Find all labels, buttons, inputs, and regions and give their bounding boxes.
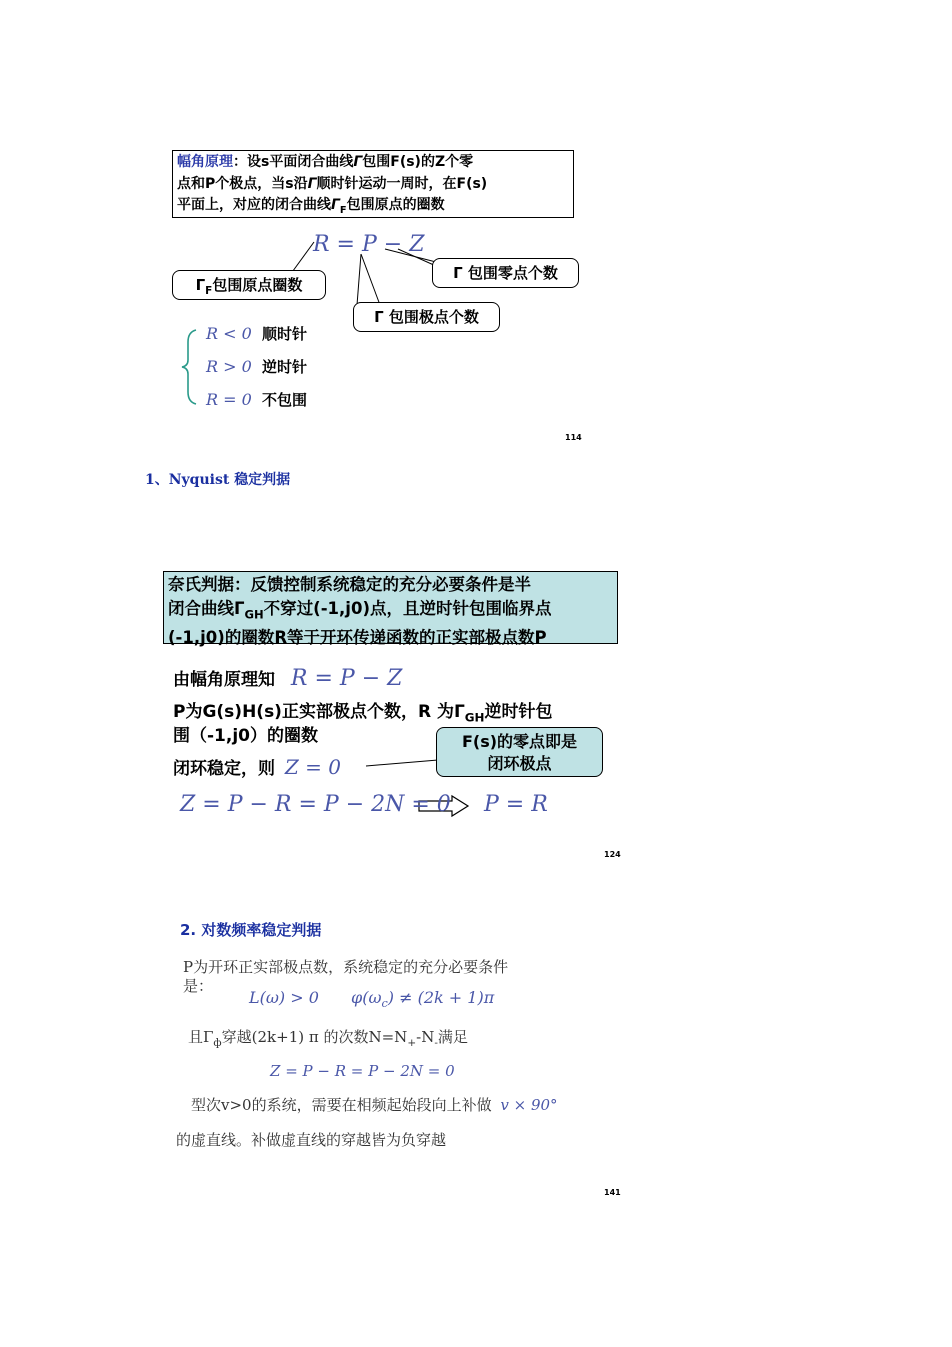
- box1-line2b: 顺时针运动一周时，在F(s): [316, 175, 488, 192]
- box1-line3a: 平面上，对应的闭合曲线: [177, 197, 331, 213]
- slide3-paragraph2: [188, 1026, 468, 1049]
- sub-gh-2: GH: [464, 710, 485, 725]
- slide2-line1-text: 由幅角原理知: [173, 670, 275, 690]
- page-number: 114: [565, 433, 582, 442]
- sub-f-2: F: [205, 285, 213, 297]
- formula-z-p-r-2n-2: Z = P − R = P − 2N = 0: [270, 1062, 455, 1080]
- p2-a: 且Γ: [188, 1028, 214, 1046]
- formula-p-r: P = R: [484, 792, 548, 817]
- p2-sub-plus: +: [407, 1037, 417, 1049]
- cases-list: [206, 322, 307, 421]
- p3-math: v × 90°: [500, 1096, 558, 1114]
- box1-line1-end: 包围F(s)的Z个零: [362, 154, 474, 170]
- box1-line1: ：设s平面闭合曲线: [233, 154, 354, 170]
- cond2-sub: c: [381, 997, 388, 1011]
- section-heading-nyquist: [145, 469, 290, 489]
- box1-line2a: 点和P个极点，当s沿: [177, 175, 308, 192]
- slide2-line4: [173, 754, 341, 779]
- callout-left-text: 包围原点圈数: [212, 276, 303, 294]
- condition-l-omega: L(ω) > 0: [249, 988, 319, 1007]
- slide2-line2a: P为G(s)H(s)正实部极点个数，R 为Γ: [173, 702, 465, 722]
- slide3-heading: 2. 对数频率稳定判据: [180, 921, 322, 939]
- p2-c: -N: [416, 1028, 435, 1046]
- gamma-symbol-3: Γ: [331, 197, 340, 213]
- p1-line2: 是：: [183, 977, 214, 995]
- box2-line2b: 不穿过(-1,j0)点，且逆时针包围临界点: [263, 598, 552, 618]
- case-label: 顺时针: [262, 325, 308, 343]
- callout-encircle-zeros: Γ 包围零点个数: [432, 258, 579, 288]
- callout-line1: F(s)的零点即是: [461, 732, 578, 751]
- case-cond: R < 0: [206, 324, 252, 343]
- gamma-symbol: Γ: [353, 154, 363, 170]
- box1-line3b: 包围原点的圈数: [346, 197, 445, 213]
- case-row: [206, 322, 307, 355]
- gamma-symbol-4: Γ: [195, 276, 206, 294]
- sub-f: F: [339, 204, 347, 216]
- section-title: 稳定判据: [234, 472, 291, 488]
- box2-line3: (-1,j0)的圈数R等于开环传递函数的正实部极点数P: [168, 628, 547, 648]
- case-row: [206, 388, 307, 421]
- gamma-symbol-2: Γ: [307, 175, 317, 192]
- p2-sub-minus: -: [434, 1037, 438, 1049]
- p1-line1: P为开环正实部极点数，系统稳定的充分必要条件: [183, 958, 509, 976]
- case-cond: R > 0: [206, 357, 252, 376]
- slide2-line3: 围（-1,j0）的圈数: [173, 726, 318, 746]
- nyquist-criterion-box: [163, 571, 618, 648]
- case-label: 逆时针: [262, 358, 308, 376]
- page-number: 124: [604, 850, 621, 859]
- page-number: 141: [604, 1188, 621, 1197]
- p3-text: 型次v>0的系统，需要在相频起始段向上补做: [191, 1096, 492, 1114]
- box2-line2a: 闭合曲线Γ: [168, 598, 245, 618]
- callout-encircle-origin: [172, 270, 326, 300]
- callout-encircle-poles: Γ 包围极点个数: [353, 302, 500, 332]
- formula-r-p-z-2: R = P − Z: [290, 666, 403, 691]
- callout-closed-loop-poles: [436, 727, 603, 777]
- cond2-end: ) ≠ (2k + 1)π: [387, 988, 495, 1007]
- slide2-line2b: 逆时针包: [484, 702, 553, 722]
- formula-r-p-z: R = P − Z: [313, 232, 425, 257]
- slide2-line1: [173, 665, 402, 691]
- case-label: 不包围: [262, 391, 308, 409]
- box2-line1: 奈氏判据：反馈控制系统稳定的充分必要条件是半: [168, 575, 531, 594]
- slide3-paragraph3: [191, 1094, 558, 1115]
- formula-z-p-r-2n: Z = P − R = P − 2N = 0: [180, 792, 451, 817]
- condition-phi: [351, 988, 494, 1010]
- p2-sub: ф: [213, 1037, 222, 1049]
- sub-gh: GH: [244, 606, 264, 621]
- slide3-paragraph4: 的虚直线。补做虚直线的穿越皆为负穿越: [176, 1131, 447, 1149]
- slide2-line4-text: 闭环稳定，则: [173, 759, 275, 779]
- cond2-a: φ(ω: [351, 988, 382, 1007]
- formula-z-0: Z = 0: [284, 755, 342, 779]
- p2-b: 穿越(2k+1) π 的次数N=N: [221, 1028, 408, 1046]
- keyword-amplitude-principle: 幅角原理: [177, 154, 233, 170]
- p2-d: 满足: [437, 1028, 468, 1046]
- section-number: 1、Nyquist: [145, 472, 235, 488]
- callout-line2: 闭环极点: [487, 754, 552, 773]
- case-cond: R = 0: [206, 390, 252, 409]
- case-row: [206, 355, 307, 388]
